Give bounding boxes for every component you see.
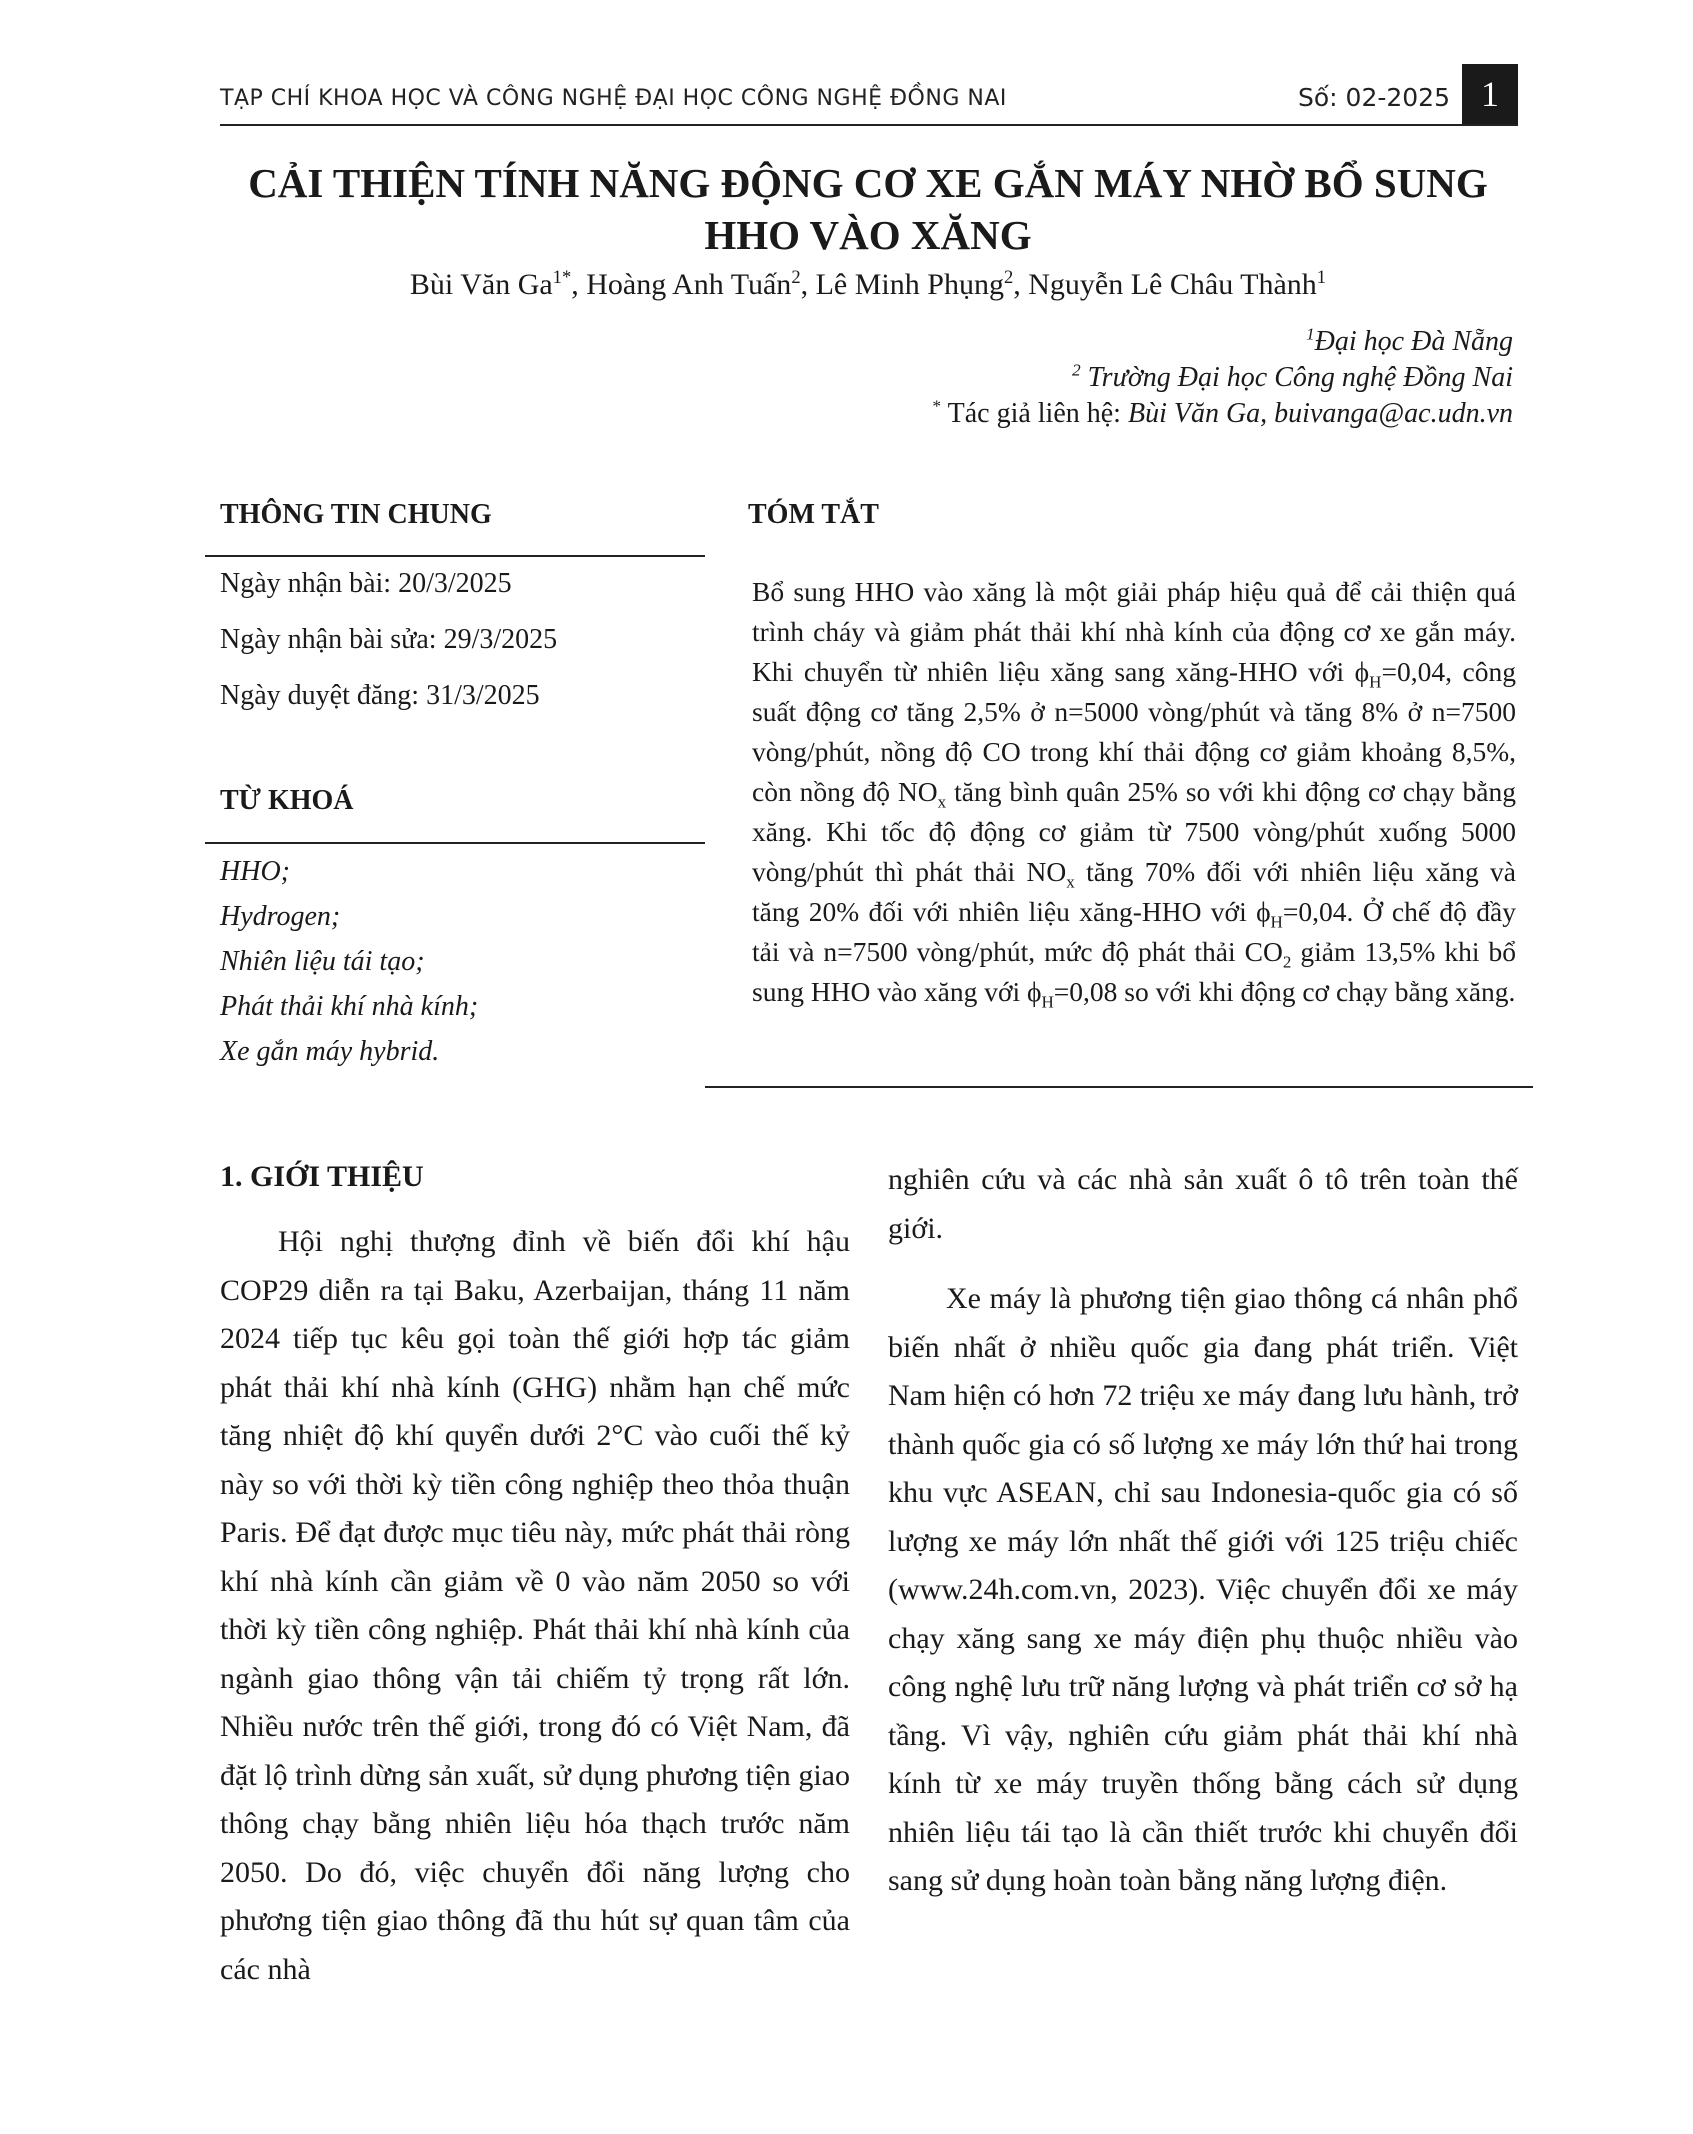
affil-mark: 1 <box>1305 324 1315 344</box>
received-date: Ngày nhận bài: 20/3/2025 <box>220 568 512 599</box>
intro-paragraph-1: Hội nghị thượng đỉnh về biến đổi khí hậu COP29 diễn ra tại Baku, Azerbaijan, tháng 11 năm 2024 tiếp tục kêu gọi toàn thế giới hợp tác giảm phát thải khí nhà kính (GHG) nhằm hạn chế mức tăng nhiệt độ khí quyển dưới 2°C vào cuối thế kỷ này so với thời kỳ tiền công nghiệp theo thỏa thuận Paris. Để đạt được mục tiêu này, mức phát thải ròng khí nhà kính cần giảm về 0 vào năm 2050 so với thời kỳ tiền công nghiệp. Phát thải khí nhà kính của ngành giao thông vận tải chiếm tỷ trọng rất lớn. Nhiều nước trên thế giới, trong đó có Việt Nam, đã đặt lộ trình dừng sản xuất, sử dụng phương tiện giao thông chạy bằng nhiên liệu hóa thạch trước năm 2050. Do đó, việc chuyển đổi năng lượng cho phương tiện giao thông đã thu hút sự quan tâm của các nhà <box>220 1225 850 1986</box>
contact-label: Tác giả liên hệ: <box>941 398 1128 429</box>
affil-text: Trường Đại học Công nghệ Đồng Nai <box>1080 362 1513 393</box>
accepted-date: Ngày duyệt đăng: 31/3/2025 <box>220 680 540 711</box>
contact-text: Bùi Văn Ga, buivanga@ac.udn.vn <box>1127 398 1513 429</box>
author-name: Bùi Văn Ga <box>409 268 553 301</box>
author-affil-mark: 2 <box>791 267 801 288</box>
revised-date: Ngày nhận bài sửa: 29/3/2025 <box>220 624 558 655</box>
abstract-text: Bổ sung HHO vào xăng là một giải pháp hiệu quả để cải thiện quá trình cháy và giảm phát thải khí nhà kính của động cơ xe gắn máy. Khi chuyển từ nhiên liệu xăng sang xăng-HHO với $\phi_H=0,04$, công suất động cơ tăng 2,5% ở n=5000 vòng/phút và tăng 8% ở n=7500 vòng/phút, nồng độ CO trong khí thải động cơ giảm khoảng 8,5%, còn nồng độ $NO_x$ tăng bình quân 25% so với khi động cơ chạy bằng xăng. Khi tốc độ động cơ giảm từ 7500 vòng/phút xuống 5000 vòng/phút thì phát thải $NO_x$ tăng 70% đối với nhiên liệu xăng và tăng 20% đối với nhiên liệu xăng-HHO với $\phi_H=0,04$. Ở chế độ đầy tải và n=7500 vòng/phút, mức độ phát thải $CO_2$ giảm 13,5% khi bổ sung HHO vào xăng với $\phi_H=0,08$ so với khi động cơ chạy bằng xăng. <box>752 576 1517 1012</box>
author-separator: , <box>571 268 587 301</box>
keywords-rule <box>205 842 705 844</box>
page-number: 1 <box>1462 64 1518 124</box>
keyword-item: Nhiên liệu tái tạo; <box>220 946 425 977</box>
paper-title <box>200 157 1536 261</box>
author-name: Nguyễn Lê Châu Thành <box>1028 268 1317 301</box>
affil-mark: * <box>932 396 942 416</box>
title-line-2: HHO VÀO XĂNG <box>704 212 1032 258</box>
title-line-1: CẢI THIỆN TÍNH NĂNG ĐỘNG CƠ XE GẮN MÁY NHỜ BỔ SUNG <box>248 160 1488 206</box>
author-list <box>200 268 1536 302</box>
keyword-item: Phát thải khí nhà kính; <box>220 991 479 1022</box>
intro-paragraph-2: Xe máy là phương tiện giao thông cá nhân phổ biến nhất ở nhiều quốc gia đang phát triển. Việt Nam hiện có hơn 72 triệu xe máy đang lưu hành, trở thành quốc gia có số lượng xe máy lớn thứ hai trong khu vực ASEAN, chỉ sau Indonesia-quốc gia có số lượng xe máy lớn nhất thế giới với 125 triệu chiếc (www.24h.com.vn, 2023). Việc chuyển đổi xe máy chạy xăng sang xe máy điện phụ thuộc nhiều vào công nghệ lưu trữ năng lượng và phát triển cơ sở hạ tầng. Vì vậy, nghiên cứu giảm phát thải khí nhà kính từ xe máy truyền thống bằng cách sử dụng nhiên liệu tái tạo là cần thiết trước khi chuyển đổi sang sử dụng hoàn toàn bằng năng lượng điện. <box>888 1282 1518 1897</box>
affil-mark: 2 <box>1071 360 1081 380</box>
affil-text: Đại học Đà Nẵng <box>1314 326 1513 357</box>
author-separator: , <box>1013 268 1029 301</box>
author-affil-mark: 2 <box>1003 267 1014 288</box>
header-rule <box>220 124 1518 126</box>
keywords-heading: TỪ KHOÁ <box>220 785 354 816</box>
author-separator: , <box>800 268 816 301</box>
general-info-heading: THÔNG TIN CHUNG <box>220 499 492 530</box>
corresponding-author <box>932 398 1513 430</box>
abstract-rule <box>705 1086 1533 1088</box>
section-heading-introduction: 1. GIỚI THIỆU <box>220 1160 424 1193</box>
author-affil-mark: 1 <box>1316 267 1327 288</box>
author-name: Lê Minh Phụng <box>815 268 1004 301</box>
intro-paragraph-1-continued: nghiên cứu và các nhà sản xuất ô tô trên toàn thế giới. <box>888 1163 1518 1245</box>
affiliation-1 <box>1306 326 1513 358</box>
journal-name: TẠP CHÍ KHOA HỌC VÀ CÔNG NGHỆ ĐẠI HỌC CÔNG NGHỆ ĐỒNG NAI <box>220 86 1007 111</box>
keyword-item: Xe gắn máy hybrid. <box>220 1036 440 1067</box>
general-info-rule <box>205 555 705 557</box>
keyword-item: Hydrogen; <box>220 901 341 932</box>
abstract-heading: TÓM TẮT <box>748 499 879 530</box>
affiliation-2 <box>1072 362 1513 394</box>
issue-number: Số: 02-2025 <box>1298 83 1450 112</box>
keyword-item: HHO; <box>220 856 290 887</box>
author-affil-mark: 1* <box>552 267 572 288</box>
author-name: Hoàng Anh Tuấn <box>586 268 792 301</box>
